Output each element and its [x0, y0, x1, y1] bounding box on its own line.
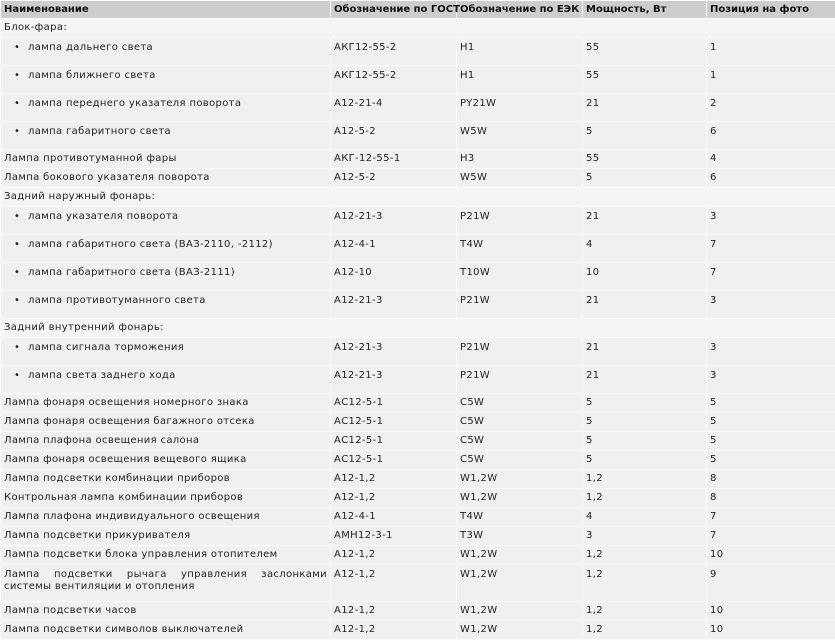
cell-name: [1, 263, 330, 290]
cell-name: [1, 338, 330, 365]
cell-power: 3: [583, 527, 706, 545]
cell-eek: P21W: [457, 338, 582, 365]
table-row: [1, 150, 835, 168]
cell-power: 1,2: [583, 621, 706, 639]
cell-power: 4: [583, 508, 706, 526]
cell-power: 5: [583, 413, 706, 431]
cell-gost: АКГ12-55-2: [331, 38, 456, 65]
cell-eek: T10W: [457, 263, 582, 290]
cell-gost: А12-1,2: [331, 565, 456, 601]
cell-name: [1, 207, 330, 234]
cell-position: 7: [707, 508, 835, 526]
sub-item-row: [1, 235, 835, 262]
cell-position: 8: [707, 489, 835, 507]
cell-name: Лампа бокового указателя поворота: [1, 169, 330, 187]
cell-power: 1,2: [583, 565, 706, 601]
cell-gost: А12-4-1: [331, 508, 456, 526]
table-row: [1, 565, 835, 601]
header-row: [1, 1, 835, 18]
cell-eek: C5W: [457, 451, 582, 469]
cell-name: Лампа фонаря освещения вещевого ящика: [1, 451, 330, 469]
cell-name: [1, 235, 330, 262]
cell-power: 21: [583, 338, 706, 365]
cell-gost: А12-10: [331, 263, 456, 290]
header-eek: Обозначение по ЕЭК: [457, 1, 582, 18]
cell-position: 10: [707, 621, 835, 639]
bullet-item-label: • лампа переднего указателя поворота: [4, 98, 241, 110]
cell-gost: А12-5-2: [331, 169, 456, 187]
table-row: [1, 621, 835, 639]
cell-power: 21: [583, 291, 706, 318]
cell-eek: W1,2W: [457, 489, 582, 507]
cell-gost: АС12-5-1: [331, 394, 456, 412]
cell-power: 21: [583, 207, 706, 234]
cell-power: 55: [583, 38, 706, 65]
cell-name: Лампа подсветки символов выключателей: [1, 621, 330, 639]
group-label: Задний наружный фонарь:: [1, 188, 835, 206]
cell-eek: T4W: [457, 235, 582, 262]
cell-power: 1,2: [583, 489, 706, 507]
bullet-item-label: • лампа света заднего хода: [4, 370, 176, 382]
bullet-item-label: • лампа ближнего света: [4, 70, 156, 82]
sub-item-row: [1, 38, 835, 65]
cell-position: 5: [707, 451, 835, 469]
sub-item-row: [1, 366, 835, 393]
cell-power: 5: [583, 122, 706, 149]
cell-gost: А12-21-4: [331, 94, 456, 121]
cell-name: [1, 366, 330, 393]
table-row: [1, 394, 835, 412]
sub-item-row: [1, 94, 835, 121]
cell-name: Лампа подсветки часов: [1, 602, 330, 620]
cell-power: 10: [583, 263, 706, 290]
cell-power: 55: [583, 150, 706, 168]
cell-name: Лампа плафона индивидуального освещения: [1, 508, 330, 526]
cell-power: 21: [583, 94, 706, 121]
cell-eek: W1,2W: [457, 470, 582, 488]
cell-power: 4: [583, 235, 706, 262]
cell-power: 55: [583, 66, 706, 93]
cell-power: 5: [583, 432, 706, 450]
table-row: [1, 489, 835, 507]
group-label: Задний внутренний фонарь:: [1, 319, 835, 337]
group-label: Блок-фара:: [1, 19, 835, 37]
sub-item-row: [1, 263, 835, 290]
table-row: [1, 432, 835, 450]
cell-name: Контрольная лампа комбинации приборов: [1, 489, 330, 507]
cell-name: [1, 291, 330, 318]
sub-item-row: [1, 66, 835, 93]
cell-eek: W1,2W: [457, 565, 582, 601]
table-row: [1, 602, 835, 620]
header-position: Позиция на фото: [707, 1, 835, 18]
cell-gost: А12-1,2: [331, 546, 456, 564]
cell-eek: T3W: [457, 527, 582, 545]
cell-position: 9: [707, 565, 835, 601]
cell-eek: PY21W: [457, 94, 582, 121]
table-row: [1, 527, 835, 545]
group-row: [1, 19, 835, 37]
cell-name: Лампа фонаря освещения багажного отсека: [1, 413, 330, 431]
cell-name: [1, 38, 330, 65]
bullet-item-label: • лампа габаритного света (ВАЗ-2110, -2112): [4, 239, 273, 251]
cell-position: 5: [707, 394, 835, 412]
group-row: [1, 319, 835, 337]
cell-eek: T4W: [457, 508, 582, 526]
sub-item-row: [1, 122, 835, 149]
cell-eek: W5W: [457, 169, 582, 187]
cell-eek: H3: [457, 150, 582, 168]
cell-eek: W5W: [457, 122, 582, 149]
cell-name: Лампа подсветки рычага управления заслонками системы вентиляции и отопления: [1, 565, 330, 601]
cell-gost: А12-1,2: [331, 470, 456, 488]
cell-gost: А12-21-3: [331, 207, 456, 234]
cell-gost: АС12-5-1: [331, 451, 456, 469]
cell-gost: А12-21-3: [331, 291, 456, 318]
cell-eek: W1,2W: [457, 546, 582, 564]
sub-item-row: [1, 291, 835, 318]
cell-position: 10: [707, 602, 835, 620]
cell-power: 1,2: [583, 470, 706, 488]
table-row: [1, 546, 835, 564]
cell-position: 7: [707, 263, 835, 290]
bullet-item-label: • лампа противотуманного света: [4, 295, 206, 307]
cell-name: Лампа подсветки прикуривателя: [1, 527, 330, 545]
cell-position: 5: [707, 413, 835, 431]
cell-position: 3: [707, 207, 835, 234]
cell-eek: C5W: [457, 413, 582, 431]
table-row: [1, 413, 835, 431]
cell-eek: C5W: [457, 394, 582, 412]
bullet-item-label: • лампа дальнего света: [4, 42, 153, 54]
cell-position: 3: [707, 291, 835, 318]
cell-position: 7: [707, 235, 835, 262]
cell-eek: W1,2W: [457, 621, 582, 639]
cell-name: Лампа подсветки комбинации приборов: [1, 470, 330, 488]
cell-gost: А12-4-1: [331, 235, 456, 262]
cell-eek: H1: [457, 38, 582, 65]
cell-gost: АМН12-3-1: [331, 527, 456, 545]
table-row: [1, 451, 835, 469]
cell-name: [1, 94, 330, 121]
cell-position: 2: [707, 94, 835, 121]
bullet-item-label: • лампа габаритного света (ВАЗ-2111): [4, 267, 235, 279]
cell-position: 5: [707, 432, 835, 450]
cell-gost: АС12-5-1: [331, 413, 456, 431]
bullet-item-label: • лампа указателя поворота: [4, 211, 179, 223]
bullet-item-label: • лампа габаритного света: [4, 126, 171, 138]
cell-name: Лампа противотуманной фары: [1, 150, 330, 168]
header-name: Наименование: [1, 1, 330, 18]
cell-name: [1, 122, 330, 149]
table-row: [1, 508, 835, 526]
table-row: [1, 470, 835, 488]
cell-power: 21: [583, 366, 706, 393]
cell-position: 3: [707, 366, 835, 393]
cell-gost: А12-21-3: [331, 366, 456, 393]
cell-gost: А12-21-3: [331, 338, 456, 365]
cell-eek: P21W: [457, 207, 582, 234]
cell-power: 5: [583, 169, 706, 187]
cell-eek: P21W: [457, 291, 582, 318]
cell-position: 4: [707, 150, 835, 168]
cell-power: 1,2: [583, 602, 706, 620]
bullet-item-label: • лампа сигнала торможения: [4, 342, 184, 354]
cell-gost: А12-5-2: [331, 122, 456, 149]
cell-name: [1, 66, 330, 93]
header-gost: Обозначение по ГОСТ: [331, 1, 456, 18]
cell-eek: P21W: [457, 366, 582, 393]
cell-eek: C5W: [457, 432, 582, 450]
cell-name: Лампа плафона освещения салона: [1, 432, 330, 450]
cell-position: 1: [707, 66, 835, 93]
cell-gost: АКГ12-55-2: [331, 66, 456, 93]
sub-item-row: [1, 207, 835, 234]
cell-position: 1: [707, 38, 835, 65]
cell-position: 3: [707, 338, 835, 365]
cell-position: 6: [707, 169, 835, 187]
cell-eek: W1,2W: [457, 602, 582, 620]
cell-position: 6: [707, 122, 835, 149]
sub-item-row: [1, 338, 835, 365]
cell-power: 5: [583, 451, 706, 469]
header-power: Мощность, Вт: [583, 1, 706, 18]
table-row: [1, 169, 835, 187]
group-row: [1, 188, 835, 206]
cell-power: 5: [583, 394, 706, 412]
cell-power: 1,2: [583, 546, 706, 564]
cell-gost: А12-1,2: [331, 621, 456, 639]
cell-position: 10: [707, 546, 835, 564]
cell-gost: А12-1,2: [331, 489, 456, 507]
cell-eek: H1: [457, 66, 582, 93]
cell-name: Лампа фонаря освещения номерного знака: [1, 394, 330, 412]
cell-gost: АКГ-12-55-1: [331, 150, 456, 168]
cell-gost: А12-1,2: [331, 602, 456, 620]
cell-position: 8: [707, 470, 835, 488]
cell-name: Лампа подсветки блока управления отопителем: [1, 546, 330, 564]
cell-position: 7: [707, 527, 835, 545]
cell-gost: АС12-5-1: [331, 432, 456, 450]
